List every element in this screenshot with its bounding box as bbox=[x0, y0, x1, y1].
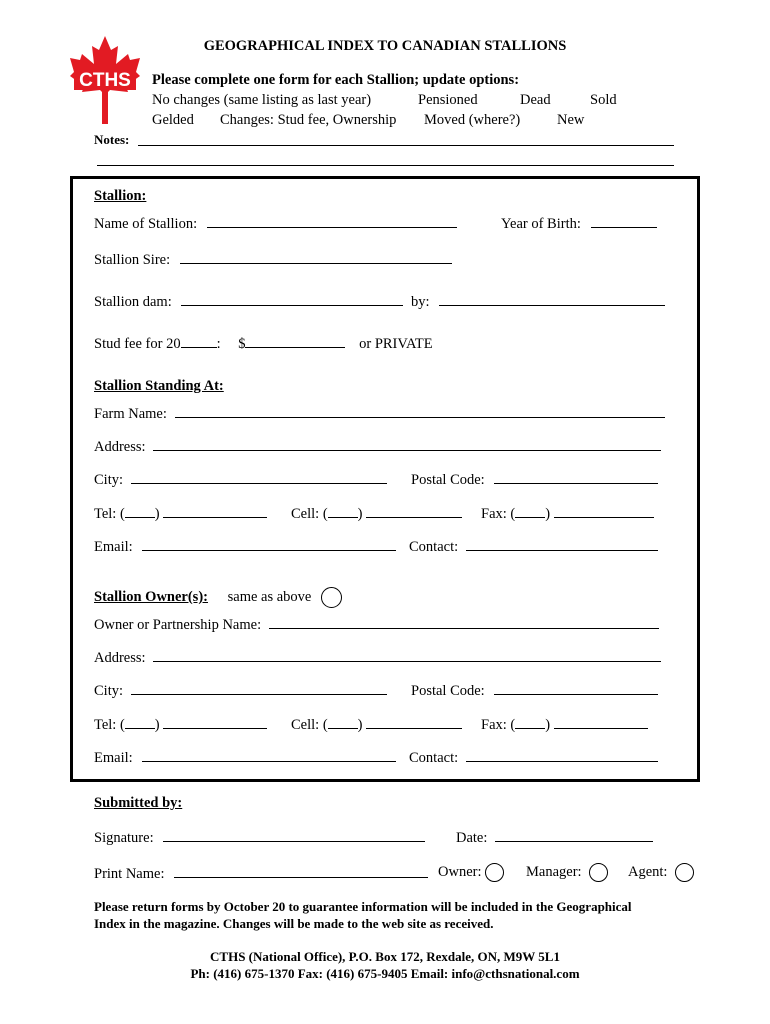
standing-fax-area-field[interactable] bbox=[515, 505, 545, 518]
paren-close: ) bbox=[154, 717, 160, 733]
standing-tel-field[interactable] bbox=[163, 505, 267, 518]
owner-postal-field[interactable] bbox=[494, 682, 658, 695]
year-of-birth-label: Year of Birth: bbox=[501, 216, 581, 232]
owner-tel-area-field[interactable] bbox=[125, 716, 155, 729]
standing-address-field[interactable] bbox=[153, 438, 661, 451]
stud-fee-label: Stud fee for 20 bbox=[94, 336, 181, 352]
option-moved: Moved (where?) bbox=[424, 112, 521, 128]
agent-role-label: Agent: bbox=[628, 863, 668, 880]
owner-city-label: City: bbox=[94, 683, 124, 699]
farm-name-field[interactable] bbox=[175, 405, 665, 418]
standing-contact-field[interactable] bbox=[466, 538, 658, 551]
option-pensioned: Pensioned bbox=[418, 92, 478, 108]
owner-cell-area-field[interactable] bbox=[328, 716, 358, 729]
option-no-changes: No changes (same listing as last year) bbox=[152, 92, 372, 108]
stallion-sire-label: Stallion Sire: bbox=[94, 252, 171, 268]
option-changes: Changes: Stud fee, Ownership bbox=[220, 112, 397, 128]
standing-fax-field[interactable] bbox=[554, 505, 654, 518]
standing-tel-label: Tel: ( bbox=[94, 506, 125, 522]
paren-close: ) bbox=[545, 506, 551, 522]
stud-fee-amount-field[interactable] bbox=[245, 335, 345, 348]
owner-fax-label: Fax: ( bbox=[481, 717, 516, 733]
signature-label: Signature: bbox=[94, 830, 154, 846]
stallion-heading: Stallion: bbox=[94, 188, 147, 204]
stud-fee-colon: : bbox=[216, 336, 221, 352]
standing-tel-area-field[interactable] bbox=[125, 505, 155, 518]
logo-text: CTHS bbox=[79, 70, 131, 91]
standing-cell-label: Cell: ( bbox=[291, 506, 328, 522]
standing-address-label: Address: bbox=[94, 439, 146, 455]
owner-heading: Stallion Owner(s): bbox=[94, 588, 208, 605]
date-field[interactable] bbox=[495, 829, 653, 842]
owner-fax-area-field[interactable] bbox=[515, 716, 545, 729]
print-name-field[interactable] bbox=[174, 865, 428, 878]
option-new: New bbox=[557, 112, 585, 128]
owner-cell-field[interactable] bbox=[366, 716, 462, 729]
standing-email-label: Email: bbox=[94, 539, 133, 555]
paren-close: ) bbox=[357, 506, 363, 522]
submitted-by-heading: Submitted by: bbox=[94, 795, 183, 811]
year-of-birth-field[interactable] bbox=[591, 215, 657, 228]
owner-role-radio[interactable] bbox=[485, 863, 504, 882]
standing-cell-area-field[interactable] bbox=[328, 505, 358, 518]
option-sold: Sold bbox=[590, 92, 617, 108]
stallion-name-label: Name of Stallion: bbox=[94, 216, 198, 232]
partnership-name-field[interactable] bbox=[269, 616, 659, 629]
standing-postal-field[interactable] bbox=[494, 471, 658, 484]
manager-role-label: Manager: bbox=[526, 863, 582, 880]
owner-email-label: Email: bbox=[94, 750, 133, 766]
dollar-sign: $ bbox=[238, 336, 246, 352]
dam-by-field[interactable] bbox=[439, 293, 665, 306]
stallion-sire-field[interactable] bbox=[180, 251, 452, 264]
owner-city-field[interactable] bbox=[131, 682, 387, 695]
notes-field-1[interactable] bbox=[138, 133, 674, 146]
standing-at-heading: Stallion Standing At: bbox=[94, 378, 224, 394]
return-notice-line1: Please return forms by October 20 to guarantee information will be included in the Geographical bbox=[94, 899, 632, 914]
notes-field-2[interactable] bbox=[97, 153, 674, 166]
paren-close: ) bbox=[154, 506, 160, 522]
stallion-dam-field[interactable] bbox=[181, 293, 403, 306]
standing-postal-label: Postal Code: bbox=[411, 472, 485, 488]
manager-role-radio[interactable] bbox=[589, 863, 608, 882]
farm-name-label: Farm Name: bbox=[94, 406, 167, 422]
office-address: CTHS (National Office), P.O. Box 172, Rexdale, ON, M9W 5L1 bbox=[210, 949, 560, 964]
standing-city-label: City: bbox=[94, 472, 124, 488]
stud-fee-year-field[interactable] bbox=[181, 335, 217, 348]
notes-label: Notes: bbox=[94, 132, 130, 147]
same-as-above-radio[interactable] bbox=[321, 587, 342, 608]
return-notice-line2: Index in the magazine. Changes will be made to the web site as received. bbox=[94, 916, 494, 931]
or-private-option[interactable]: or PRIVATE bbox=[359, 336, 433, 352]
form-title: GEOGRAPHICAL INDEX TO CANADIAN STALLIONS bbox=[203, 38, 567, 54]
date-label: Date: bbox=[456, 830, 488, 846]
standing-email-field[interactable] bbox=[142, 538, 396, 551]
owner-contact-label: Contact: bbox=[409, 750, 459, 766]
standing-fax-label: Fax: ( bbox=[481, 506, 516, 522]
option-dead: Dead bbox=[520, 92, 551, 108]
owner-cell-label: Cell: ( bbox=[291, 717, 328, 733]
owner-postal-label: Postal Code: bbox=[411, 683, 485, 699]
print-name-label: Print Name: bbox=[94, 866, 165, 882]
stallion-name-field[interactable] bbox=[207, 215, 457, 228]
partnership-name-label: Owner or Partnership Name: bbox=[94, 617, 262, 633]
office-contact: Ph: (416) 675-1370 Fax: (416) 675-9405 Email: info@cthsnational.com bbox=[190, 966, 580, 981]
owner-address-field[interactable] bbox=[153, 649, 661, 662]
same-as-above-label: same as above bbox=[227, 588, 312, 605]
owner-role-label: Owner: bbox=[438, 863, 482, 880]
option-gelded: Gelded bbox=[152, 112, 194, 128]
instruction-text: Please complete one form for each Stallion; update options: bbox=[152, 72, 520, 88]
by-label: by: bbox=[410, 294, 430, 310]
signature-field[interactable] bbox=[163, 829, 425, 842]
standing-city-field[interactable] bbox=[131, 471, 387, 484]
owner-tel-field[interactable] bbox=[163, 716, 267, 729]
stallion-dam-label: Stallion dam: bbox=[94, 294, 172, 310]
owner-email-field[interactable] bbox=[142, 749, 396, 762]
paren-close: ) bbox=[545, 717, 551, 733]
standing-contact-label: Contact: bbox=[409, 539, 459, 555]
owner-tel-label: Tel: ( bbox=[94, 717, 125, 733]
owner-address-label: Address: bbox=[94, 650, 146, 666]
standing-cell-field[interactable] bbox=[366, 505, 462, 518]
owner-contact-field[interactable] bbox=[466, 749, 658, 762]
agent-role-radio[interactable] bbox=[675, 863, 694, 882]
paren-close: ) bbox=[357, 717, 363, 733]
owner-fax-field[interactable] bbox=[554, 716, 648, 729]
